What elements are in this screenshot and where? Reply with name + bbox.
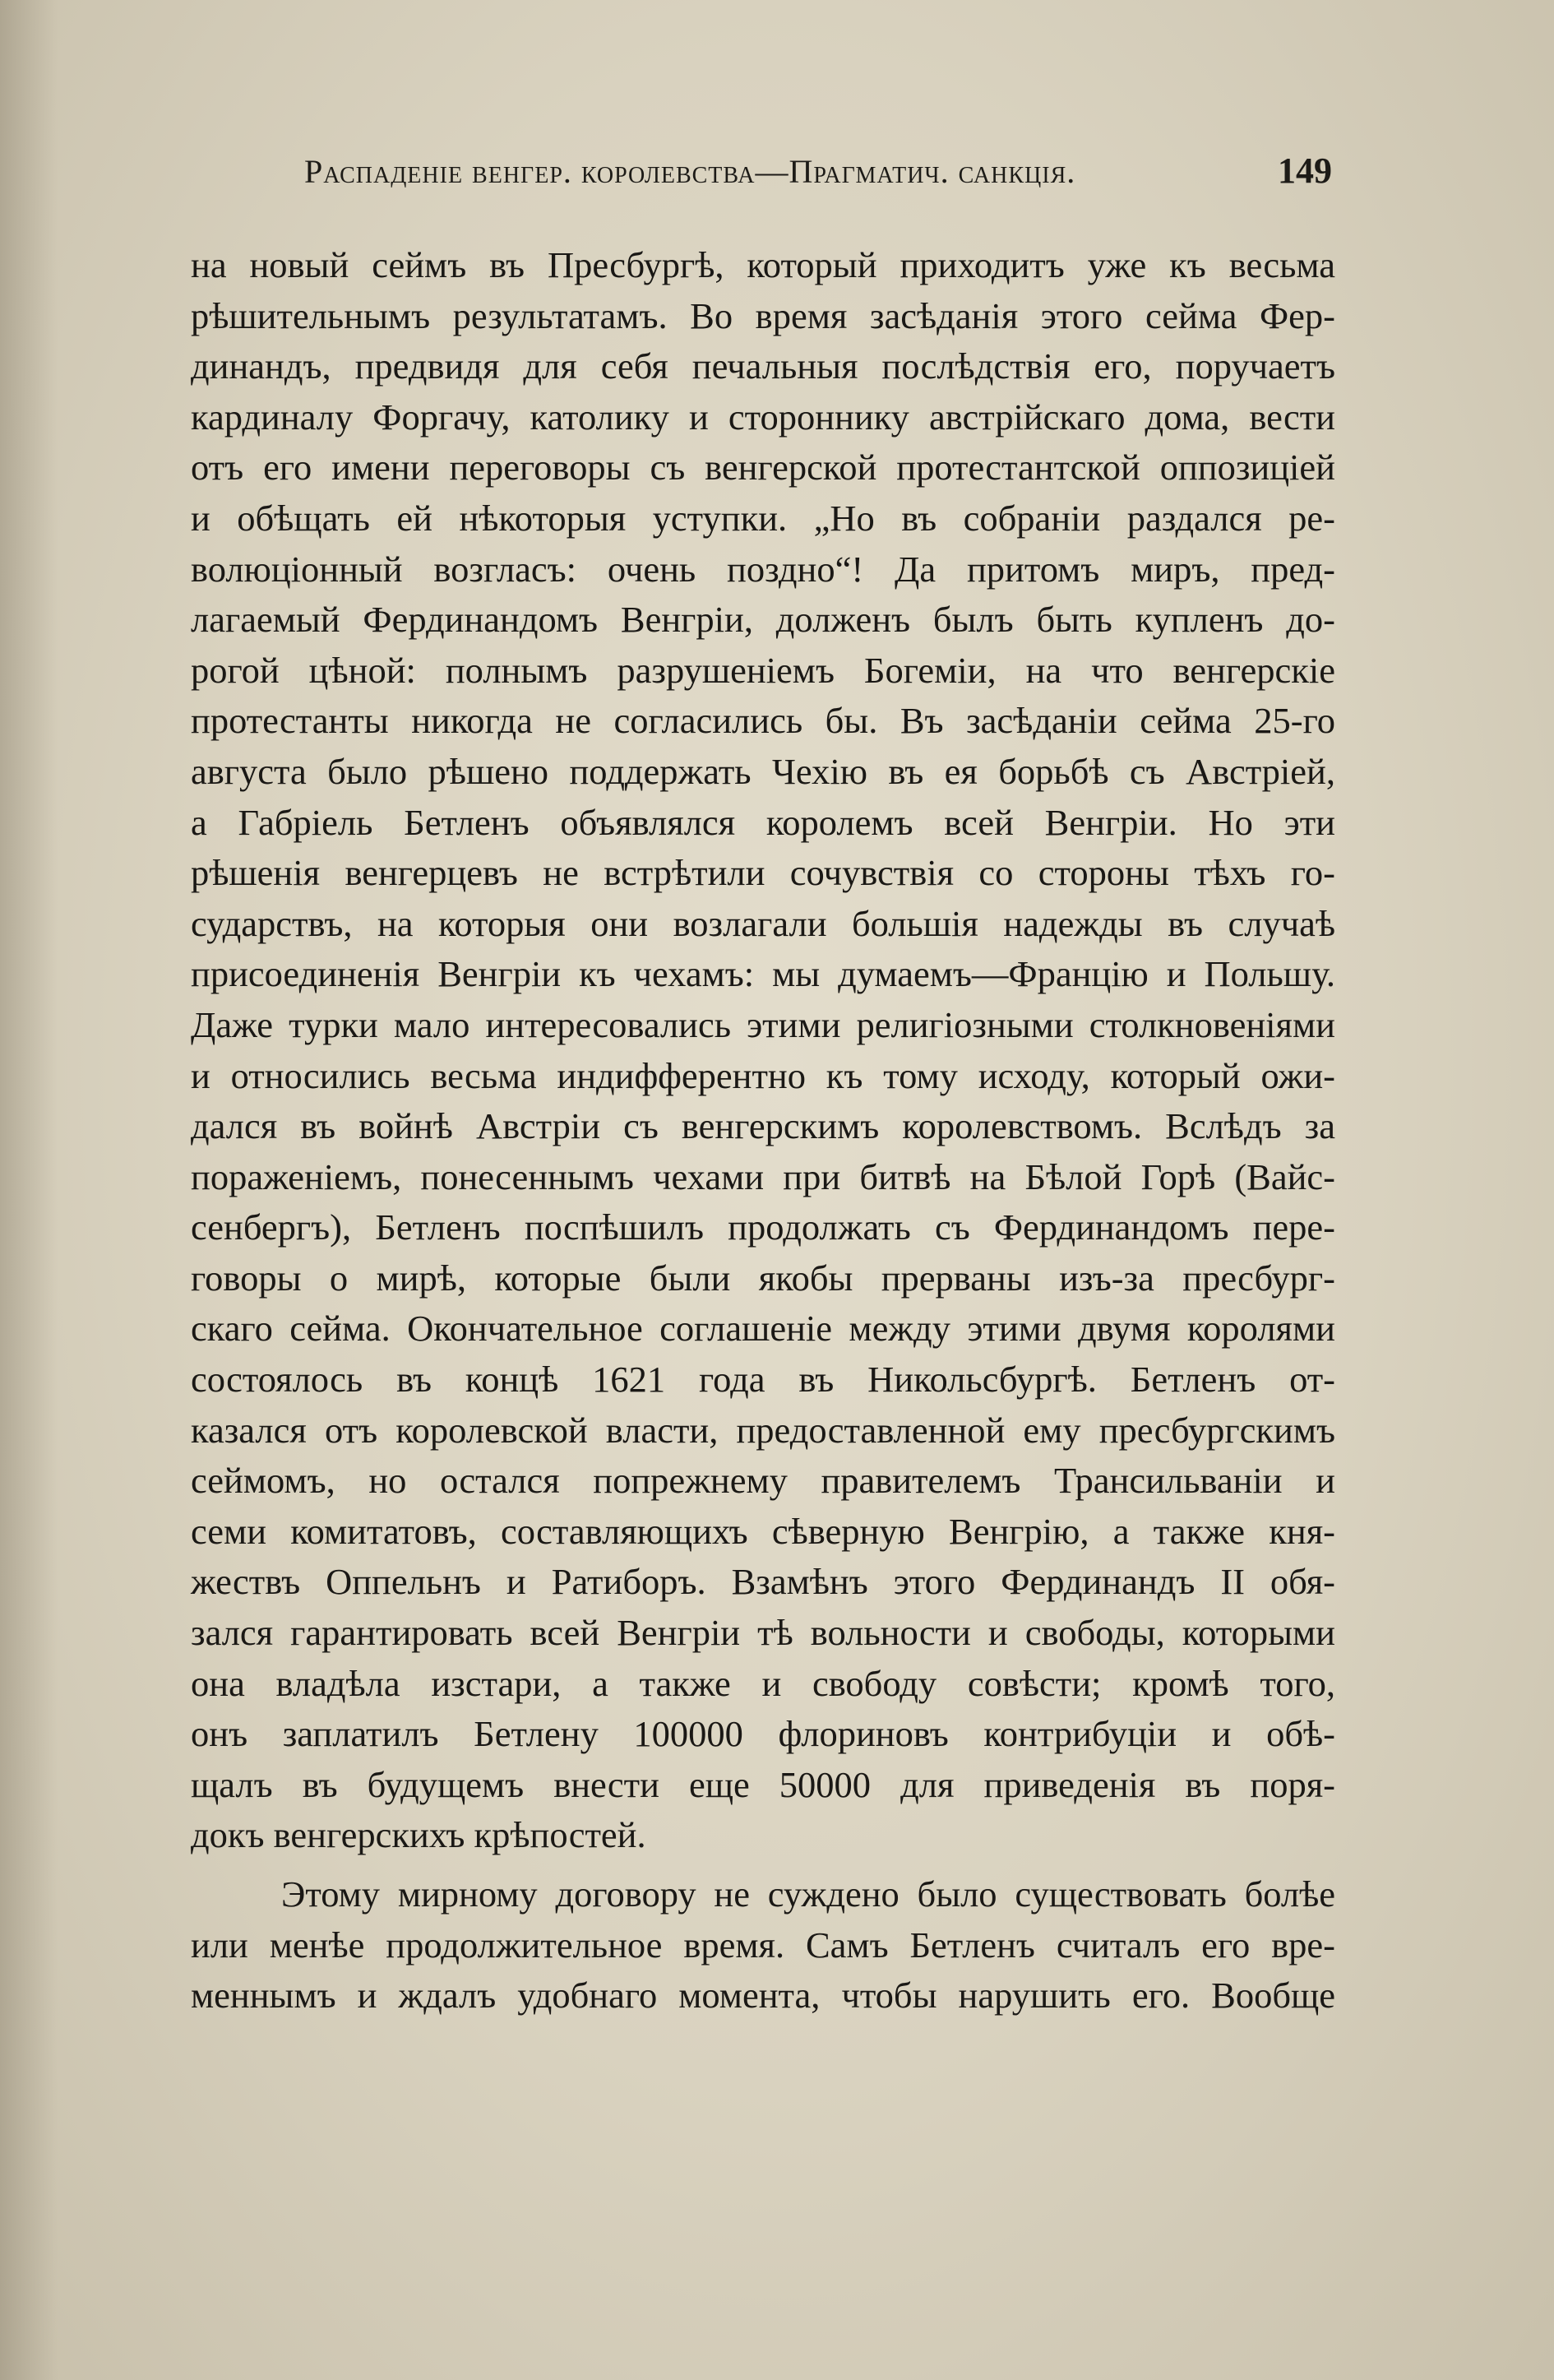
text-line: скаго сейма. Окончательное соглашеніе между этими двумя королями xyxy=(191,1308,1335,1350)
text-line: волюціонный возгласъ: очень поздно“! Да притомъ миръ, пред- xyxy=(191,548,1335,590)
text-line: и относились весьма индифферентно къ тому исходу, который ожи- xyxy=(191,1054,1335,1096)
text-line: августа было рѣшено поддержать Чехію въ ея борьбѣ съ Австріей, xyxy=(191,750,1335,792)
text-line: зался гарантировать всей Венгріи тѣ вольности и свободы, которыми xyxy=(191,1612,1335,1654)
text-line: меннымъ и ждалъ удобнаго момента, чтобы нарушить его. Вообще xyxy=(191,1975,1335,2017)
text-line: рогой цѣной: полнымъ разрушеніемъ Богеміи, на что венгерскіе xyxy=(191,649,1335,691)
text-line: и обѣщать ей нѣкоторыя уступки. „Но въ собраніи раздался ре- xyxy=(191,497,1335,539)
text-line: сеймомъ, но остался попрежнему правителемъ Трансильваніи и xyxy=(191,1460,1335,1502)
text-line: казался отъ королевской власти, предоставленной ему пресбургскимъ xyxy=(191,1409,1335,1451)
text-line: рѣшенія венгерцевъ не встрѣтили сочувствія со стороны тѣхъ го- xyxy=(191,852,1335,894)
text-line: говоры о мирѣ, которые были якобы прерваны изъ-за пресбург- xyxy=(191,1257,1335,1299)
text-line: докъ венгерскихъ крѣпостей. xyxy=(191,1814,646,1856)
body-text xyxy=(191,240,1335,2021)
text-line: онъ заплатилъ Бетлену 100000 флориновъ контрибуціи и обѣ- xyxy=(191,1713,1335,1755)
text-line: динандъ, предвидя для себя печальныя послѣдствія его, поручаетъ xyxy=(191,345,1335,387)
text-line: щалъ въ будущемъ внести еще 50000 для приведенія въ поря- xyxy=(191,1763,1335,1805)
text-line: лагаемый Фердинандомъ Венгріи, долженъ былъ быть купленъ до- xyxy=(191,599,1335,641)
text-line: она владѣла изстари, а также и свободу совѣсти; кромѣ того, xyxy=(191,1662,1335,1704)
text-line: жествъ Оппельнъ и Ратиборъ. Взамѣнъ этого Фердинандъ II обя- xyxy=(191,1561,1335,1603)
paragraph-1 xyxy=(191,240,1335,1861)
text-line: на новый сеймъ въ Пресбургѣ, который приходитъ уже къ весьма xyxy=(191,244,1335,285)
text-line: рѣшительнымъ результатамъ. Во время засѣданія этого сейма Фер- xyxy=(191,294,1335,336)
paragraph-2 xyxy=(191,1869,1335,2021)
text-line: кардиналу Форгачу, католику и стороннику австрійскаго дома, вести xyxy=(191,396,1335,438)
text-line: сударствъ, на которыя они возлагали большія надежды въ случаѣ xyxy=(191,902,1335,944)
text-line: протестанты никогда не согласились бы. Въ засѣданіи сейма 25-го xyxy=(191,700,1335,742)
text-line: Даже турки мало интересовались этими религіозными столкновеніями xyxy=(191,1003,1335,1045)
running-title: Распаденіе венгер. королевства—Прагматич. санкція. xyxy=(304,153,1076,190)
text-line: отъ его имени переговоры съ венгерской протестантской оппозиціей xyxy=(191,447,1335,489)
text-line: а Габріель Бетленъ объявлялся королемъ всей Венгріи. Но эти xyxy=(191,801,1335,843)
text-line: состоялось въ концѣ 1621 года въ Никольсбургѣ. Бетленъ от- xyxy=(191,1359,1335,1401)
text-line: сенбергъ), Бетленъ поспѣшилъ продолжать съ Фердинандомъ пере- xyxy=(191,1206,1335,1248)
text-line: Этому мирному договору не суждено было существовать болѣе xyxy=(281,1873,1335,1915)
text-line: присоединенія Венгріи къ чехамъ: мы думаемъ—Францію и Польшу. xyxy=(191,953,1335,995)
text-line: семи комитатовъ, составляющихъ сѣверную Венгрію, а также кня- xyxy=(191,1510,1335,1552)
page-number: 149 xyxy=(1278,150,1332,191)
running-head xyxy=(304,150,1332,207)
text-line: дался въ войнѣ Австріи съ венгерскимъ королевствомъ. Вслѣдъ за xyxy=(191,1105,1335,1147)
text-line: пораженіемъ, понесеннымъ чехами при битвѣ на Бѣлой Горѣ (Вайс- xyxy=(191,1155,1335,1197)
text-line: или менѣе продолжительное время. Самъ Бетленъ считалъ его вре- xyxy=(191,1924,1335,1966)
